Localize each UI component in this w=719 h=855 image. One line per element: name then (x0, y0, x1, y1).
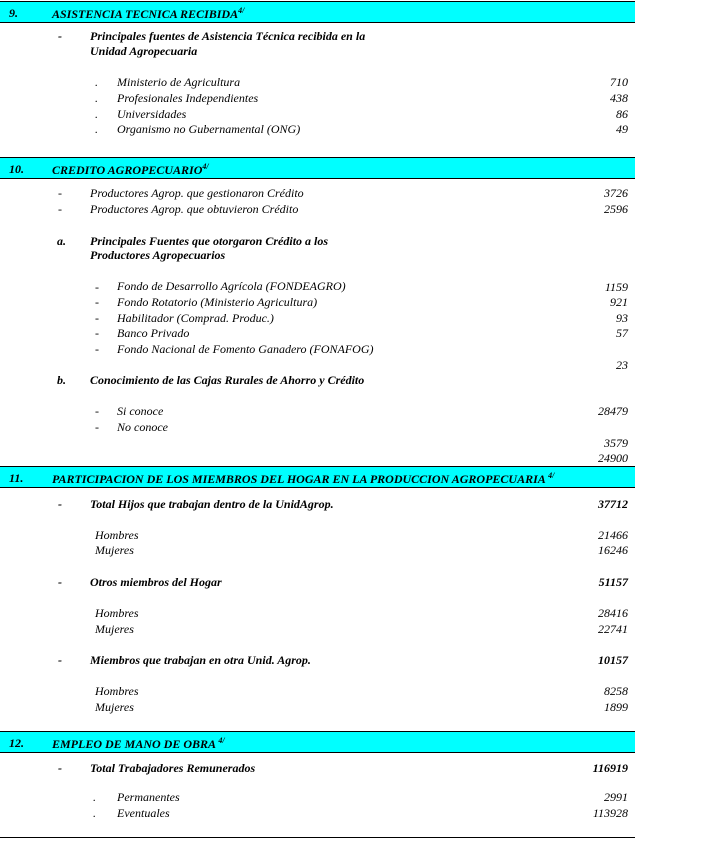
section-title: EMPLEO DE MANO DE OBRA $^{4/}$ (52, 736, 225, 751)
section-9-header (0, 1, 635, 23)
row-label: Eventuales (117, 806, 170, 820)
row-label: Productores Agrop. que obtuvieron Crédito (90, 202, 299, 216)
row-label: Banco Privado (117, 326, 190, 340)
row-value: 2596 (604, 202, 628, 216)
bullet: - (58, 575, 62, 589)
bullet: - (58, 653, 62, 667)
footnote-ref: 4/ (202, 162, 209, 171)
bullet: - (95, 326, 99, 340)
row-label: Fondo de Desarrollo Agrícola (FONDEAGRO) (117, 279, 346, 293)
row-value: 93 (616, 311, 628, 325)
row-value: 57 (616, 326, 628, 340)
footnote-ref: 4/ (218, 736, 225, 745)
row-label: Si conoce (117, 404, 164, 418)
row-label: No conoce (117, 420, 168, 434)
bullet: - (58, 29, 62, 43)
bullet: - (95, 342, 99, 356)
bullet: . (95, 107, 98, 121)
footnote-ref: 4/ (238, 6, 245, 15)
row-value: 113928 (592, 806, 628, 820)
subsection-title: Productores Agropecuarios (90, 248, 226, 262)
bullet: - (58, 761, 62, 775)
row-label: Hombres (95, 606, 139, 620)
row-label: Total Trabajadores Remunerados (90, 761, 256, 775)
row-value: 1899 (604, 700, 628, 714)
row-label: Hombres (95, 684, 139, 698)
row-label: Productores Agrop. que gestionaron Crédito (90, 186, 304, 200)
section-10-header (0, 157, 635, 179)
row-label: Profesionales Independientes (117, 91, 259, 105)
subsection-letter: a. (57, 234, 66, 248)
row-value: 21466 (598, 528, 628, 542)
bullet: - (95, 311, 99, 325)
row-label: Ministerio de Agricultura (117, 75, 241, 89)
section-11-header (0, 466, 635, 488)
row-label: Mujeres (95, 543, 134, 557)
section-number: 10. (9, 162, 24, 176)
row-label: Mujeres (95, 622, 134, 636)
row-value: 22741 (598, 622, 628, 636)
row-value: 86 (616, 107, 628, 121)
section-title: PARTICIPACION DE LOS MIEMBROS DEL HOGAR EN LA PRODUCCION AGROPECUARIA $^{4/}$ (52, 471, 555, 486)
bullet: . (93, 790, 96, 804)
bullet: . (95, 91, 98, 105)
row-value: 10157 (598, 653, 628, 667)
row-label: Organismo no Gubernamental (ONG) (117, 122, 301, 136)
bullet: - (58, 186, 62, 200)
bullet: . (95, 75, 98, 89)
section-title: CREDITO $AGROPECUARIO^{4/}$ (52, 162, 209, 177)
row-label: Miembros que trabajan en otra Unid. Agrop. (90, 653, 311, 667)
row-value: 28479 (598, 404, 628, 418)
row-value: 8258 (604, 684, 628, 698)
row-label: Fondo Rotatorio (Ministerio Agricultura) (117, 295, 318, 309)
row-value: 1159 (604, 280, 628, 294)
row-value: 921 (610, 295, 628, 309)
row-value: 23 (616, 358, 628, 372)
bottom-divider (0, 837, 635, 838)
row-value: 710 (610, 75, 628, 89)
row-value: 3726 (604, 186, 628, 200)
row-label: Permanentes (117, 790, 180, 804)
row-value: 28416 (598, 606, 628, 620)
row-label: Habilitador (Comprad. Produc.) (117, 311, 274, 325)
section-number: 9. (9, 6, 18, 20)
bullet: - (95, 420, 99, 434)
row-label: Hombres (95, 528, 139, 542)
bullet: . (95, 122, 98, 136)
bullet: . (93, 806, 96, 820)
row-value: 2991 (604, 790, 628, 804)
footnote-ref: 4/ (548, 471, 555, 480)
row-label: Universidades (117, 107, 187, 121)
row-label: Mujeres (95, 700, 134, 714)
bullet: - (95, 404, 99, 418)
row-label: Total Hijos que trabajan dentro de la UnidAgrop. (90, 497, 334, 511)
row-value: 16246 (598, 543, 628, 557)
row-value: 37712 (598, 497, 628, 511)
row-value: 49 (616, 122, 628, 136)
section-number: 11. (9, 471, 24, 485)
section-title: ASISTENCIA TECNICA $RECIBIDA^{4/}$ (52, 6, 245, 21)
row-value: 51157 (598, 575, 628, 589)
row-value: 3579 (604, 436, 628, 450)
subsection-title: Principales Fuentes que otorgaron Crédito a los (90, 234, 329, 248)
subsection-title: Principales fuentes de Asistencia Técnica recibida en la (90, 29, 366, 43)
row-label: Fondo Nacional de Fomento Ganadero (FONAFOG) (117, 342, 374, 356)
bullet: - (95, 295, 99, 309)
subsection-letter: b. (57, 373, 66, 387)
bullet: - (58, 497, 62, 511)
row-value: 438 (610, 91, 628, 105)
row-value: 116919 (592, 761, 628, 775)
row-value: 24900 (598, 451, 628, 465)
section-number: 12. (9, 736, 24, 750)
subsection-title: Conocimiento de las Cajas Rurales de Ahorro y Crédito (90, 373, 365, 387)
bullet: - (58, 202, 62, 216)
subsection-title: Unidad Agropecuaria (90, 44, 198, 58)
section-12-header (0, 731, 635, 753)
bullet: - (95, 280, 99, 294)
row-label: Otros miembros del Hogar (90, 575, 222, 589)
